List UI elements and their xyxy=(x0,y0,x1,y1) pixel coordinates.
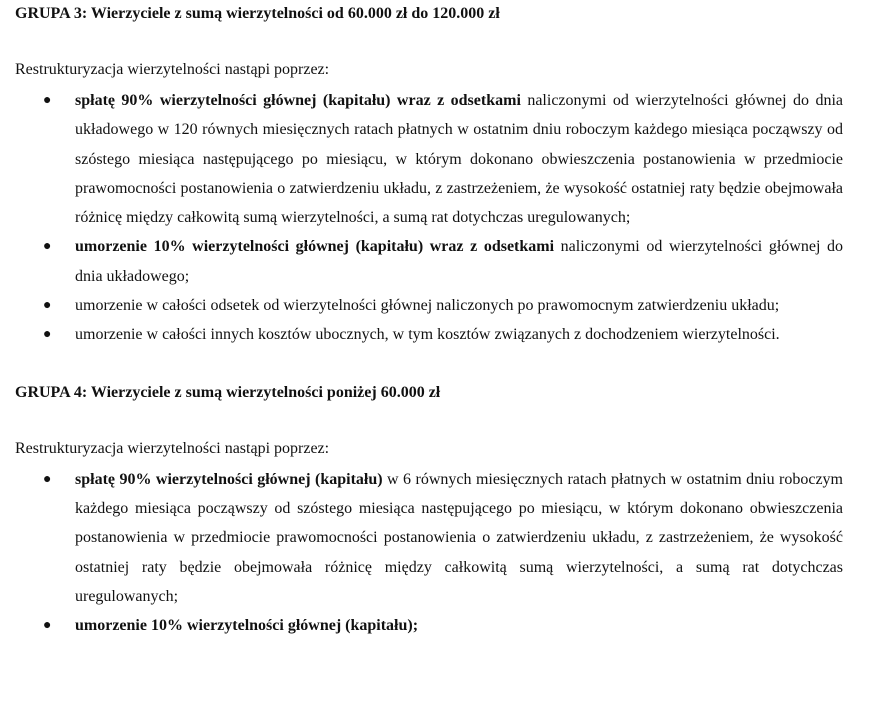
list-item xyxy=(15,86,843,232)
item-bold: spłatę 90% wierzytelności głównej (kapitału) xyxy=(75,470,383,488)
bullet-icon: ● xyxy=(43,471,52,487)
item-bold: spłatę 90% wierzytelności głównej (kapitału) wraz z odsetkami xyxy=(75,92,521,109)
item-text: naliczonymi od wierzytelności głównej do dnia układowego w 120 równych miesięcznych ratach płatnych w ostatnim dniu roboczym każdego miesiąca począwszy od szóstego miesiąca następującego po miesiącu, w którym dokonano obwieszczenia postanowienia w przedmiocie prawomocności postanowienia o zatwierdzeniu układu, z zastrzeżeniem, że wysokość ostatniej raty będzie obejmowała różnicę między całkowitą sumą wierzytelności, a sumą rat dotychczas uregulowanych; xyxy=(75,92,843,227)
group-4 xyxy=(15,382,843,641)
group-items xyxy=(15,465,843,641)
bullet-icon: ● xyxy=(43,298,52,314)
group-intro: Restrukturyzacja wierzytelności nastąpi poprzez: xyxy=(15,61,330,78)
item-bold: umorzenie 10% wierzytelności głównej (kapitału) wraz z odsetkami xyxy=(75,238,555,256)
list-item xyxy=(15,232,843,291)
item-text: umorzenie w całości innych kosztów ubocznych, w tym kosztów związanych z dochodzeniem wierzytelności. xyxy=(75,326,780,344)
bullet-icon: ● xyxy=(43,618,52,634)
item-text: umorzenie w całości odsetek od wierzytelności głównej naliczonych po prawomocnym zatwierdzeniu układu; xyxy=(75,297,780,315)
item-bold: umorzenie 10% wierzytelności głównej (kapitału); xyxy=(75,617,419,635)
bullet-icon: ● xyxy=(43,93,52,108)
bullet-icon: ● xyxy=(43,327,52,343)
list-item xyxy=(15,465,843,611)
group-3 xyxy=(15,3,843,350)
item-text: naliczonymi od wierzytelności głównej do dnia układowego; xyxy=(75,238,843,285)
list-item xyxy=(15,611,843,640)
group-heading: GRUPA 3: Wierzyciele z sumą wierzytelności od 60.000 zł do 120.000 zł xyxy=(15,5,500,22)
group-items xyxy=(15,86,843,350)
list-item xyxy=(15,291,843,320)
document xyxy=(15,3,843,640)
group-intro: Restrukturyzacja wierzytelności nastąpi poprzez: xyxy=(15,439,330,457)
bullet-icon: ● xyxy=(43,239,52,255)
item-text: w 6 równych miesięcznych ratach płatnych w ostatnim dniu roboczym każdego miesiąca począwszy od szóstego miesiąca następującego po miesiącu, w którym dokonano obwieszczenia postanowienia w przedmiocie prawomocności postanowienia o zatwierdzeniu układu, z zastrzeżeniem, że wysokość ostatniej raty będzie obejmowała różnicę między całkowitą sumą wierzytelności, a sumą rat dotychczas uregulowanych; xyxy=(75,470,843,605)
list-item xyxy=(15,320,843,349)
group-heading: GRUPA 4: Wierzyciele z sumą wierzytelności poniżej 60.000 zł xyxy=(15,383,441,401)
